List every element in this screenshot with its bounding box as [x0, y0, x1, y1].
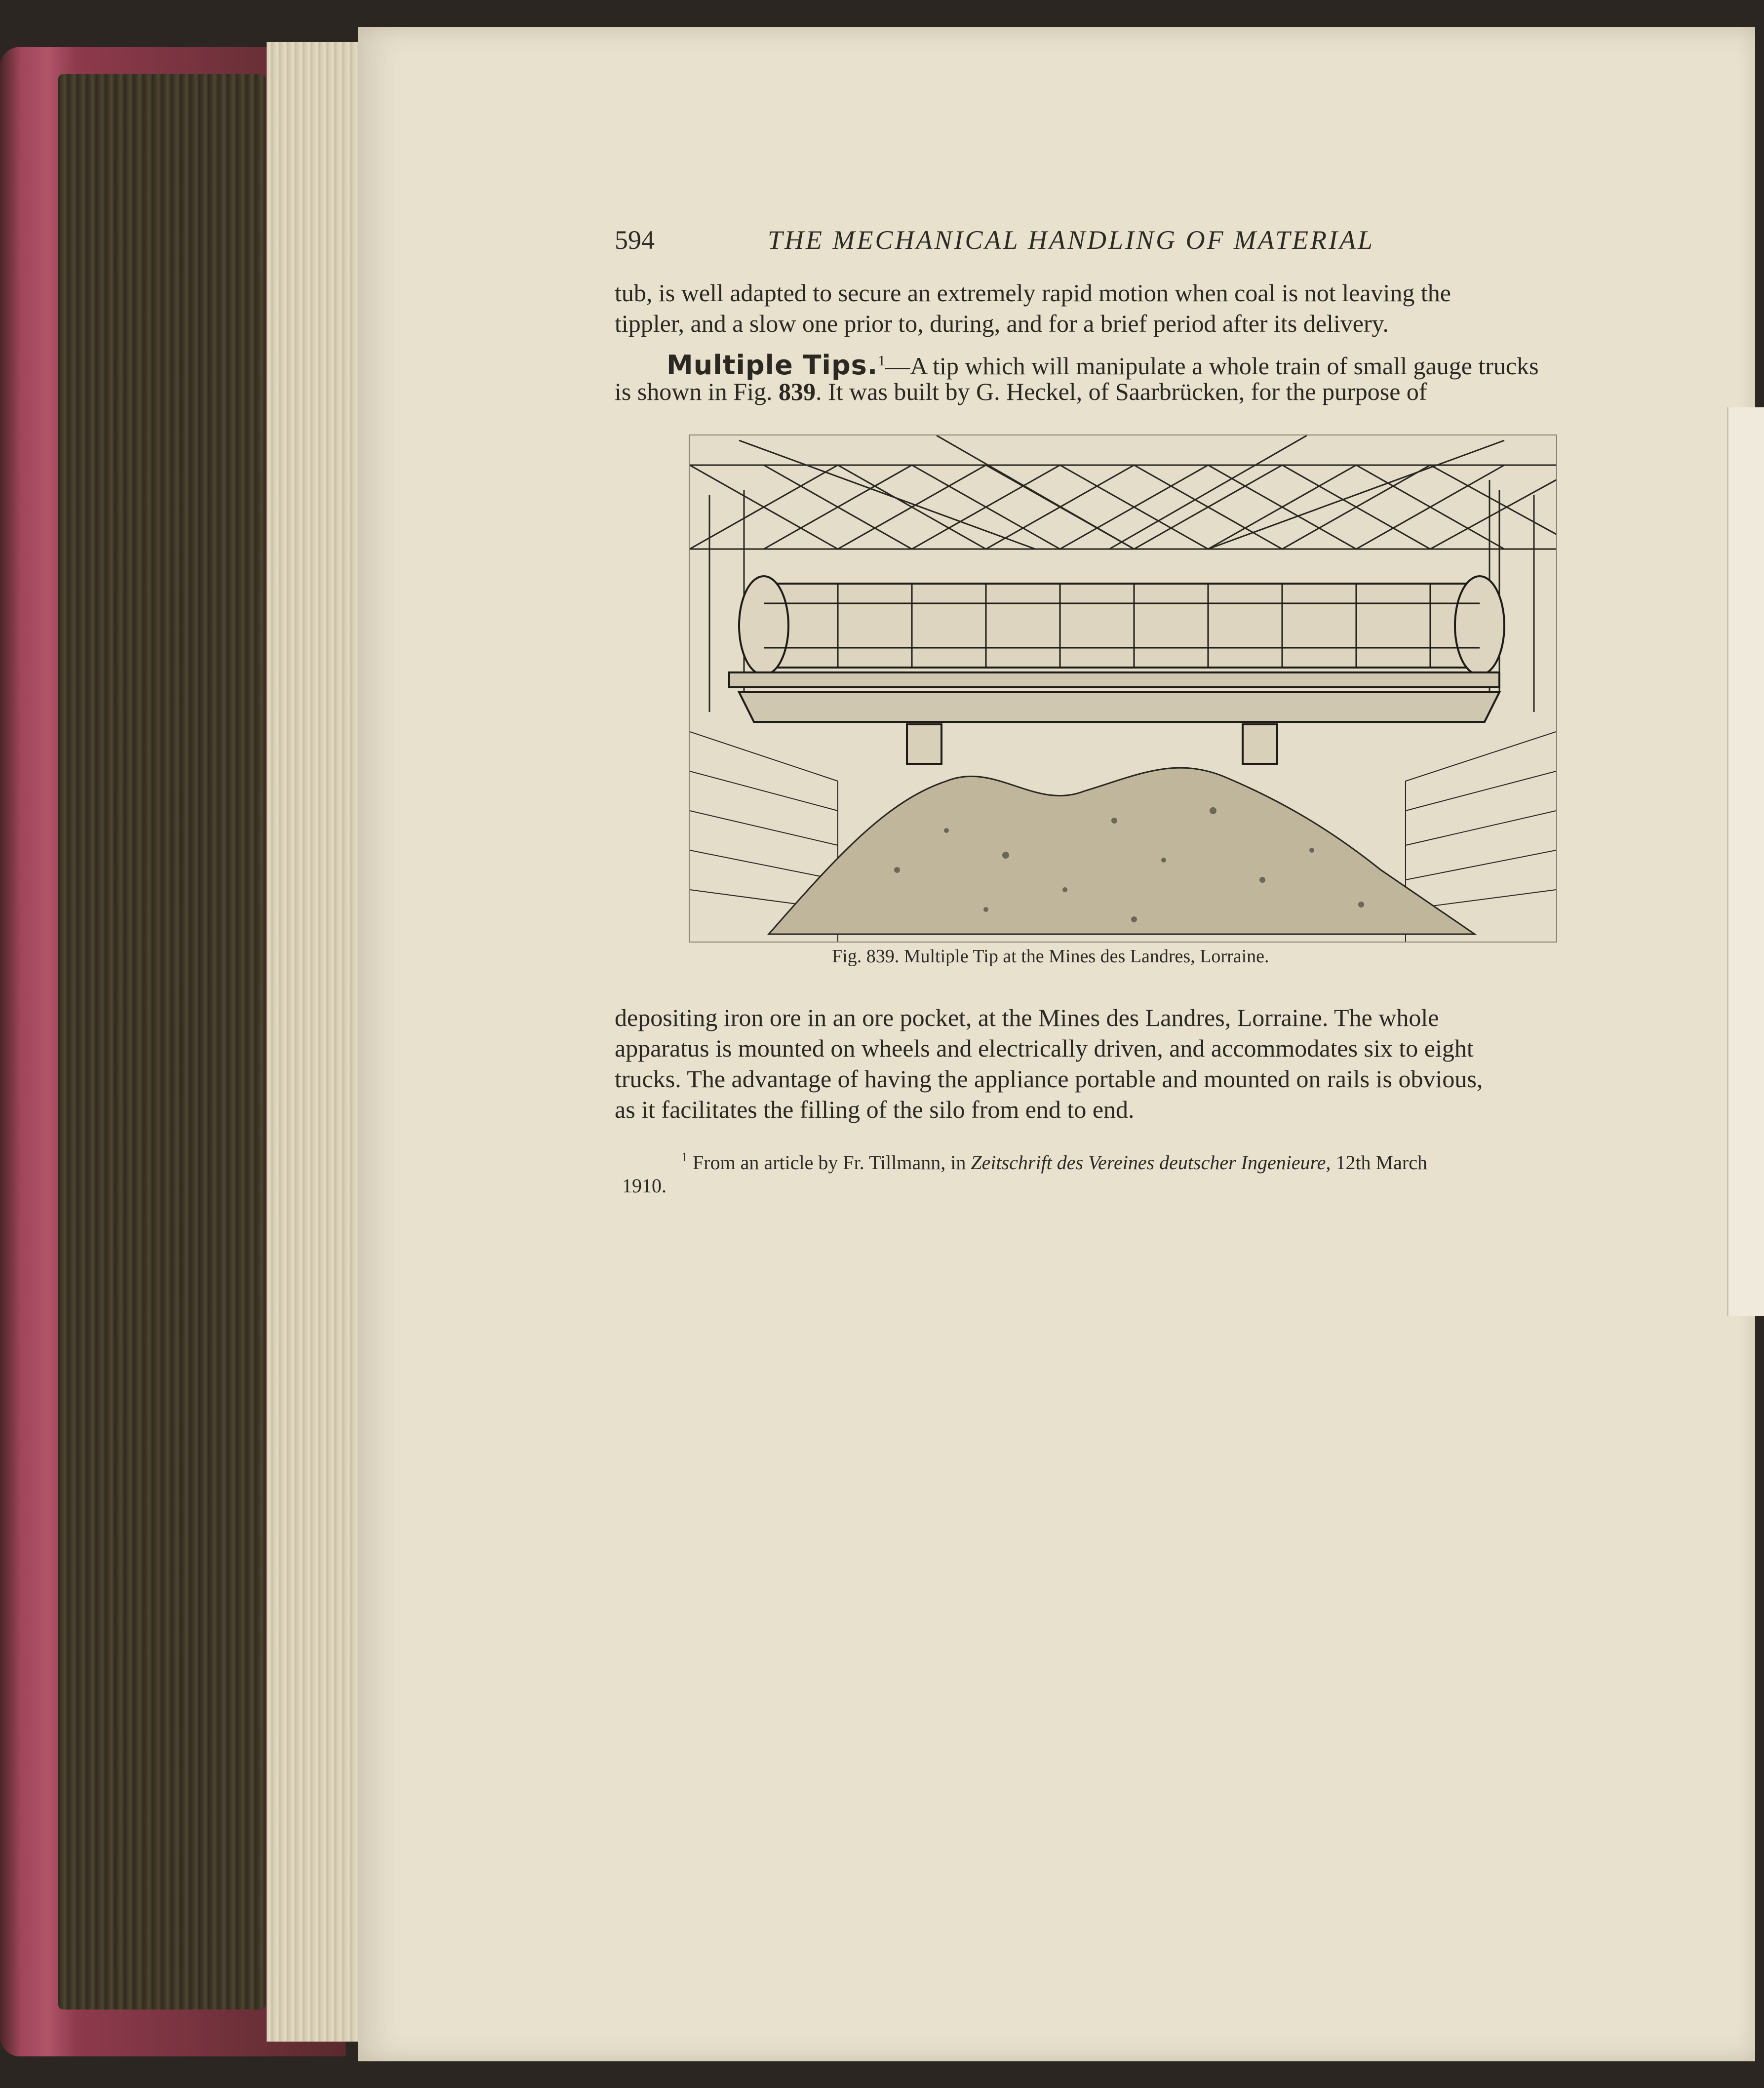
text-line: tub, is well adapted to secure an extremely rapid motion when coal is not leaving the [615, 279, 1451, 307]
text-run: 12th March [1331, 1151, 1427, 1174]
footnote [622, 1143, 1622, 1200]
text-run: . It was built by G. Heckel, of Saarbrücken, for the purpose of [816, 378, 1427, 405]
paragraph-3 [615, 1002, 1622, 1125]
footnote-number: 1 [681, 1150, 688, 1164]
text-line [615, 376, 1622, 407]
footnote-line [622, 1143, 1622, 1172]
page-number: 594 [615, 225, 655, 255]
figure-ref: 839 [779, 378, 816, 405]
text-run: —A tip which will manipulate a whole train of small gauge trucks [885, 352, 1539, 380]
text-line: depositing iron ore in an ore pocket, at the Mines des Landres, Lorraine. The whole [615, 1004, 1439, 1031]
figure-illustration [689, 434, 1557, 943]
running-title: THE MECHANICAL HANDLING OF MATERIAL [768, 225, 1375, 255]
section-heading: Multiple Tips. [666, 350, 878, 381]
multiple-tip-engraving [690, 435, 1556, 942]
page-edges [267, 42, 370, 2042]
journal-title: Zeitschrift des Vereines deutscher Ingenieure, [971, 1151, 1331, 1174]
paragraph-2 [615, 346, 1622, 407]
text-line: trucks. The advantage of having the appliance portable and mounted on rails is obvious, [615, 1065, 1483, 1093]
text-line: tippler, and a slow one prior to, during, and for a brief period after its delivery. [615, 310, 1389, 337]
text-line [615, 346, 1622, 381]
paragraph-1 [615, 277, 1622, 339]
left-page-block [58, 74, 266, 2009]
text-line: apparatus is mounted on wheels and electrically driven, and accommodates six to eight [615, 1034, 1474, 1062]
footnote-line: 1910. [622, 1175, 666, 1197]
paper-slip [1727, 407, 1764, 1316]
text-run: From an article by Fr. Tillmann, in [693, 1151, 971, 1174]
footnote-ref: 1 [878, 353, 886, 369]
text-line: as it facilitates the filling of the silo from end to end. [615, 1096, 1135, 1123]
text-run: is shown in Fig. [615, 378, 779, 405]
figure-caption: Fig. 839. Multiple Tip at the Mines des Landres, Lorraine. [832, 946, 1269, 967]
page-header [615, 225, 1469, 259]
